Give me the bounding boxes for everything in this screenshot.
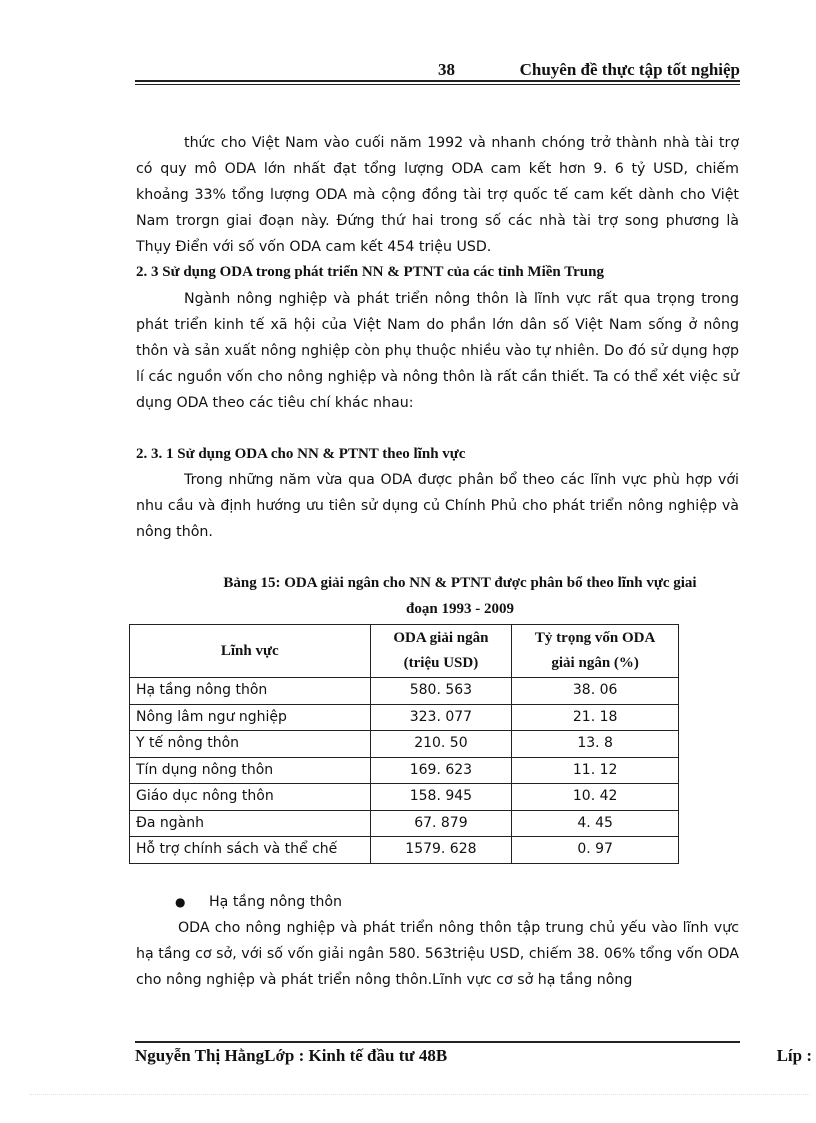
table-row bbox=[130, 731, 679, 758]
footer-author: Nguyễn Thị HằngLớp : Kinh tế đầu tư 48B bbox=[135, 1046, 448, 1065]
cell-share: 21. 18 bbox=[512, 704, 679, 731]
cell-oda: 1579. 628 bbox=[370, 837, 512, 864]
cell-field: Nông lâm ngư nghiệp bbox=[130, 704, 371, 731]
cell-share: 11. 12 bbox=[512, 757, 679, 784]
page-header bbox=[135, 58, 740, 82]
header-oda bbox=[370, 625, 512, 678]
page-bottom-divider bbox=[30, 1094, 810, 1095]
table-header-row bbox=[130, 625, 679, 678]
cell-share: 4. 45 bbox=[512, 810, 679, 837]
table-caption-line2: đoạn 1993 - 2009 bbox=[406, 601, 514, 617]
header-rule-thin bbox=[135, 84, 740, 85]
bullet-item bbox=[175, 889, 342, 915]
table-caption bbox=[160, 570, 760, 622]
cell-share: 38. 06 bbox=[512, 678, 679, 705]
cell-oda: 323. 077 bbox=[370, 704, 512, 731]
page-number: 38 bbox=[438, 60, 455, 79]
paragraph-2: Ngành nông nghiệp và phát triển nông thôn là lĩnh vực rất qua trọng trong phát triển kinh tế xã hội của Việt Nam do phần lớn dân số Việt Nam sống ở nông thôn và sản xuất nông nghiệp còn phụ thuộc nhiều vào tự nhiên. Do đó sử dụng hợp lí các nguồn vốn cho nông nghiệp và nông thôn là rất cần thiết. Ta có thể xét việc sử dụng ODA theo các tiêu chí khác nhau: bbox=[136, 291, 739, 411]
cell-share: 0. 97 bbox=[512, 837, 679, 864]
cell-oda: 580. 563 bbox=[370, 678, 512, 705]
paragraph-3: Trong những năm vừa qua ODA được phân bổ theo các lĩnh vực phù hợp với nhu cầu và định hướng ưu tiên sử dụng củ Chính Phủ cho phát triển nông nghiệp và nông thôn. bbox=[136, 472, 739, 540]
bullet-text: Hạ tầng nông thôn bbox=[209, 894, 343, 910]
section-heading-2-3-1: 2. 3. 1 Sử dụng ODA cho NN & PTNT theo lĩnh vực bbox=[136, 446, 466, 462]
table-caption-line1: Bảng 15: ODA giải ngân cho NN & PTNT được phân bổ theo lĩnh vực giai bbox=[223, 575, 697, 591]
footer-class-label: Líp : bbox=[776, 1046, 812, 1065]
footer-rule bbox=[135, 1041, 740, 1043]
table-row bbox=[130, 678, 679, 705]
cell-oda: 169. 623 bbox=[370, 757, 512, 784]
table-row bbox=[130, 810, 679, 837]
cell-oda: 67. 879 bbox=[370, 810, 512, 837]
oda-table bbox=[129, 624, 679, 864]
table-row bbox=[130, 837, 679, 864]
cell-oda: 210. 50 bbox=[370, 731, 512, 758]
header-oda-line1: ODA giải ngân bbox=[393, 630, 489, 646]
header-share-line2: giải ngân (%) bbox=[551, 655, 639, 671]
cell-share: 10. 42 bbox=[512, 784, 679, 811]
cell-field: Hạ tầng nông thôn bbox=[130, 678, 371, 705]
header-title: Chuyên đề thực tập tốt nghiệp bbox=[519, 60, 740, 79]
header-oda-line2: (triệu USD) bbox=[403, 655, 479, 671]
table-row bbox=[130, 704, 679, 731]
page-footer bbox=[135, 1046, 816, 1066]
cell-field: Giáo dục nông thôn bbox=[130, 784, 371, 811]
header-field: Lĩnh vực bbox=[130, 625, 371, 678]
section-heading-2-3: 2. 3 Sử dụng ODA trong phát triển NN & PTNT của các tỉnh Miền Trung bbox=[136, 264, 604, 280]
header-share bbox=[512, 625, 679, 678]
cell-share: 13. 8 bbox=[512, 731, 679, 758]
cell-field: Đa ngành bbox=[130, 810, 371, 837]
bullet-dot-icon: ● bbox=[175, 895, 186, 909]
header-share-line1: Tỷ trọng vốn ODA bbox=[534, 630, 656, 646]
cell-field: Y tế nông thôn bbox=[130, 731, 371, 758]
header-rule-thick bbox=[135, 80, 740, 82]
table-row bbox=[130, 784, 679, 811]
cell-field: Tín dụng nông thôn bbox=[130, 757, 371, 784]
paragraph-4: ODA cho nông nghiệp và phát triển nông thôn tập trung chủ yếu vào lĩnh vực hạ tầng cơ sở, với số vốn giải ngân 580. 563triệu USD, chiếm 38. 06% tổng vốn ODA cho nông nghiệp và phát triển nông thôn.Lĩnh vực cơ sở hạ tầng nông bbox=[136, 920, 739, 988]
cell-field: Hỗ trợ chính sách và thể chế bbox=[130, 837, 371, 864]
cell-oda: 158. 945 bbox=[370, 784, 512, 811]
paragraph-1: thức cho Việt Nam vào cuối năm 1992 và nhanh chóng trở thành nhà tài trợ có quy mô ODA lớn nhất đạt tổng lượng ODA cam kết hơn 9. 6 tỷ USD, chiếm khoảng 33% tổng lượng ODA mà cộng đồng tài trợ quốc tế cam kết dành cho Việt Nam trorgn giai đoạn này. Đứng thứ hai trong số các nhà tài trợ song phương là Thụy Điển với số vốn ODA cam kết 454 triệu USD. bbox=[136, 135, 739, 255]
table-row bbox=[130, 757, 679, 784]
